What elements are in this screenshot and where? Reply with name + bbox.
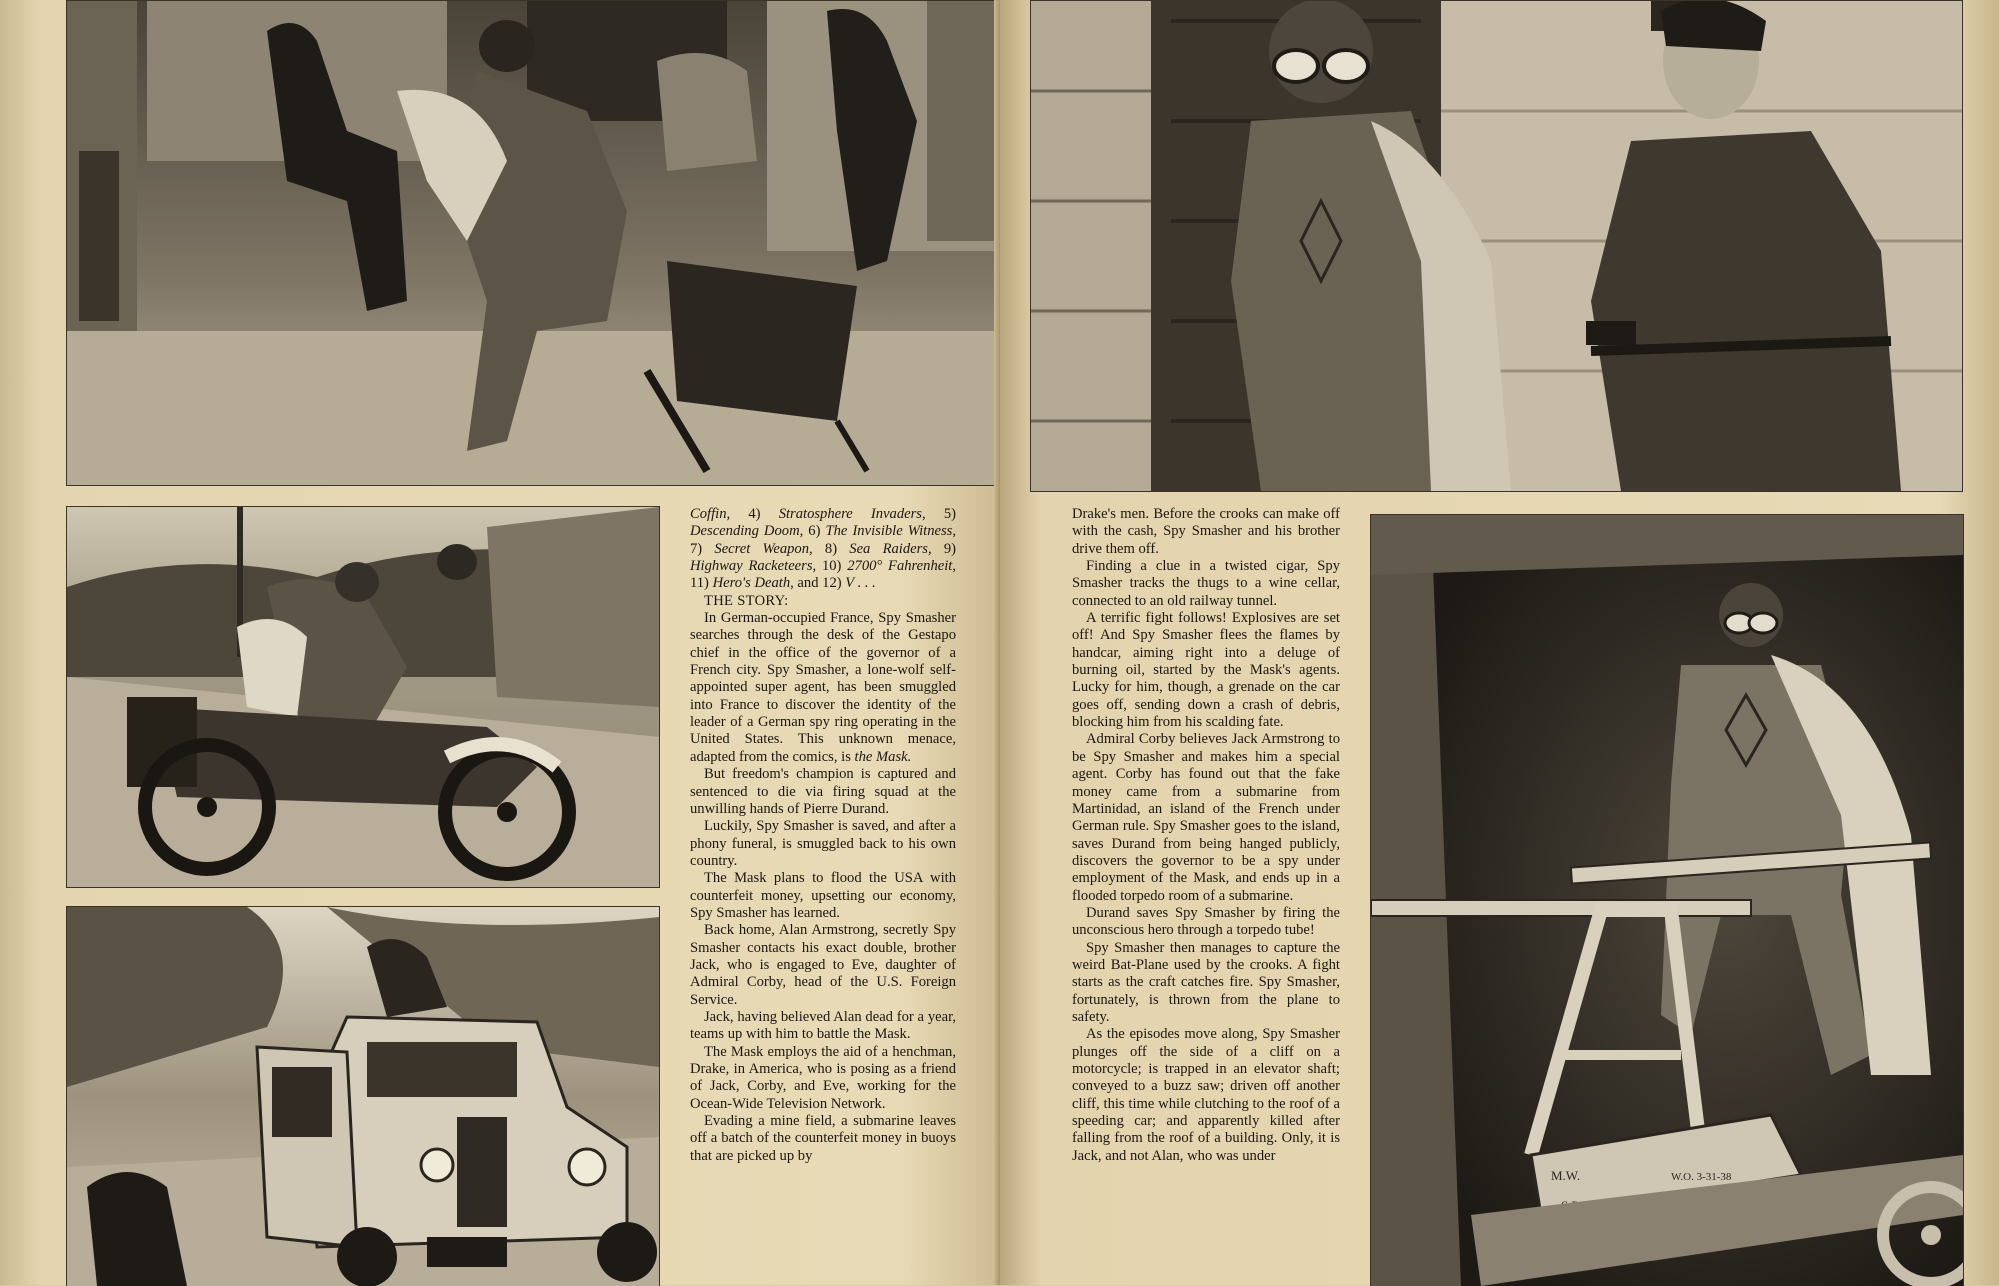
paragraph: Luckily, Spy Smasher is saved, and after a phony funeral, is smuggled back to his own country.	[690, 818, 956, 869]
story-heading: THE STORY:	[704, 592, 789, 609]
photo-handcar	[1370, 514, 1964, 1286]
paragraph: The Mask plans to flood the USA with counterfeit money, upsetting our economy, Spy Smasher has learned.	[690, 870, 956, 921]
paragraph: Finding a clue in a twisted cigar, Spy Smasher tracks the thugs to a wine cellar, connected to an old railway tunnel.	[1072, 558, 1340, 609]
right-page	[1000, 0, 1999, 1285]
paragraph: Drake's men. Before the crooks can make off with the cash, Spy Smasher and his brother drive them off.	[1072, 506, 1340, 557]
paragraph: Back home, Alan Armstrong, secretly Spy Smasher contacts his exact double, brother Jack, who is engaged to Eve, daughter of Admiral Corby, head of the U.S. Foreign Service.	[690, 922, 956, 1008]
paragraph: In German-occupied France, Spy Smasher searches through the desk of the Gestapo chief in the office of the governor of a French city. Spy Smasher, a lone-wolf self-appointed super agent, has been smuggled into France to discover the identity of the leader of a German spy ring operating in the United States. This unknown menace, adapted from the comics, is the Mask.	[690, 610, 956, 765]
paragraph: Spy Smasher then manages to capture the weird Bat-Plane used by the crooks. A fight starts as the craft catches fire. Spy Smasher, fortunately, is thrown from the plane to safety.	[1072, 939, 1340, 1025]
photo-office-fight	[66, 0, 998, 486]
paragraph: But freedom's champion is captured and sentenced to die via firing squad at the unwilling hands of Pierre Durand.	[690, 766, 956, 817]
paragraph: Admiral Corby believes Jack Armstrong to be Spy Smasher and makes him a special agent. Corby has found out that the fake money came from a submarine from Martinidad, an island of the French under German rule. Spy Smasher goes to the island, saves Durand from being hanged publicly, discovers the governor to be a spy under employment of the Mask, and ends up in a flooded torpedo room of a submarine.	[1072, 731, 1340, 904]
paragraph: Jack, having believed Alan dead for a year, teams up with him to battle the Mask.	[690, 1008, 956, 1043]
handcar-marking-mw: M.W.	[1551, 1168, 1581, 1183]
paragraph: A terrific fight follows! Explosives are set off! And Spy Smasher flees the flames by handcar, aiming right into a deluge of burning oil, started by the Mask's agents. Lucky for him, though, a grenade on the car goes off, sending down a crash of debris, blocking him from his scalding fate.	[1072, 610, 1340, 731]
photo-car-chase	[66, 906, 660, 1286]
paragraph: As the episodes move along, Spy Smasher plunges off the side of a cliff on a motorcycle; is trapped in an elevator shaft; conveyed to a buzz saw; driven off another cliff, this time while clutching to the roof of a speeding car; and apparently killed after falling from the roof of a building. Only, it is Jack, and not Alan, who was under	[1072, 1026, 1340, 1164]
left-page	[0, 0, 1000, 1285]
paragraph: Coffin, 4) Stratosphere Invaders, 5) Descending Doom, 6) The Invisible Witness, 7) Secret Weapon, 8) Sea Raiders, 9) Highway Racketeers, 10) 2700° Fahrenheit, 11) Hero's Death, and 12) V . . .	[690, 506, 957, 592]
photo-hero-and-officer	[1030, 0, 1963, 492]
paragraph: Evading a mine field, a submarine leaves off a batch of the counterfeit money in buoys that are picked up by	[690, 1113, 956, 1164]
handcar-marking-date: W.O. 3-31-38	[1671, 1171, 1732, 1183]
paragraph: Durand saves Spy Smasher by firing the unconscious hero through a torpedo tube!	[1072, 904, 1340, 939]
paragraph: The Mask employs the aid of a henchman, Drake, in America, who is posing as a friend of Jack, Corby, and Eve, working for the Ocean-Wide Television Network.	[690, 1043, 956, 1112]
text-column-left	[690, 506, 956, 1165]
text-column-right	[1072, 506, 1340, 1165]
photo-motorcycle	[66, 506, 660, 888]
